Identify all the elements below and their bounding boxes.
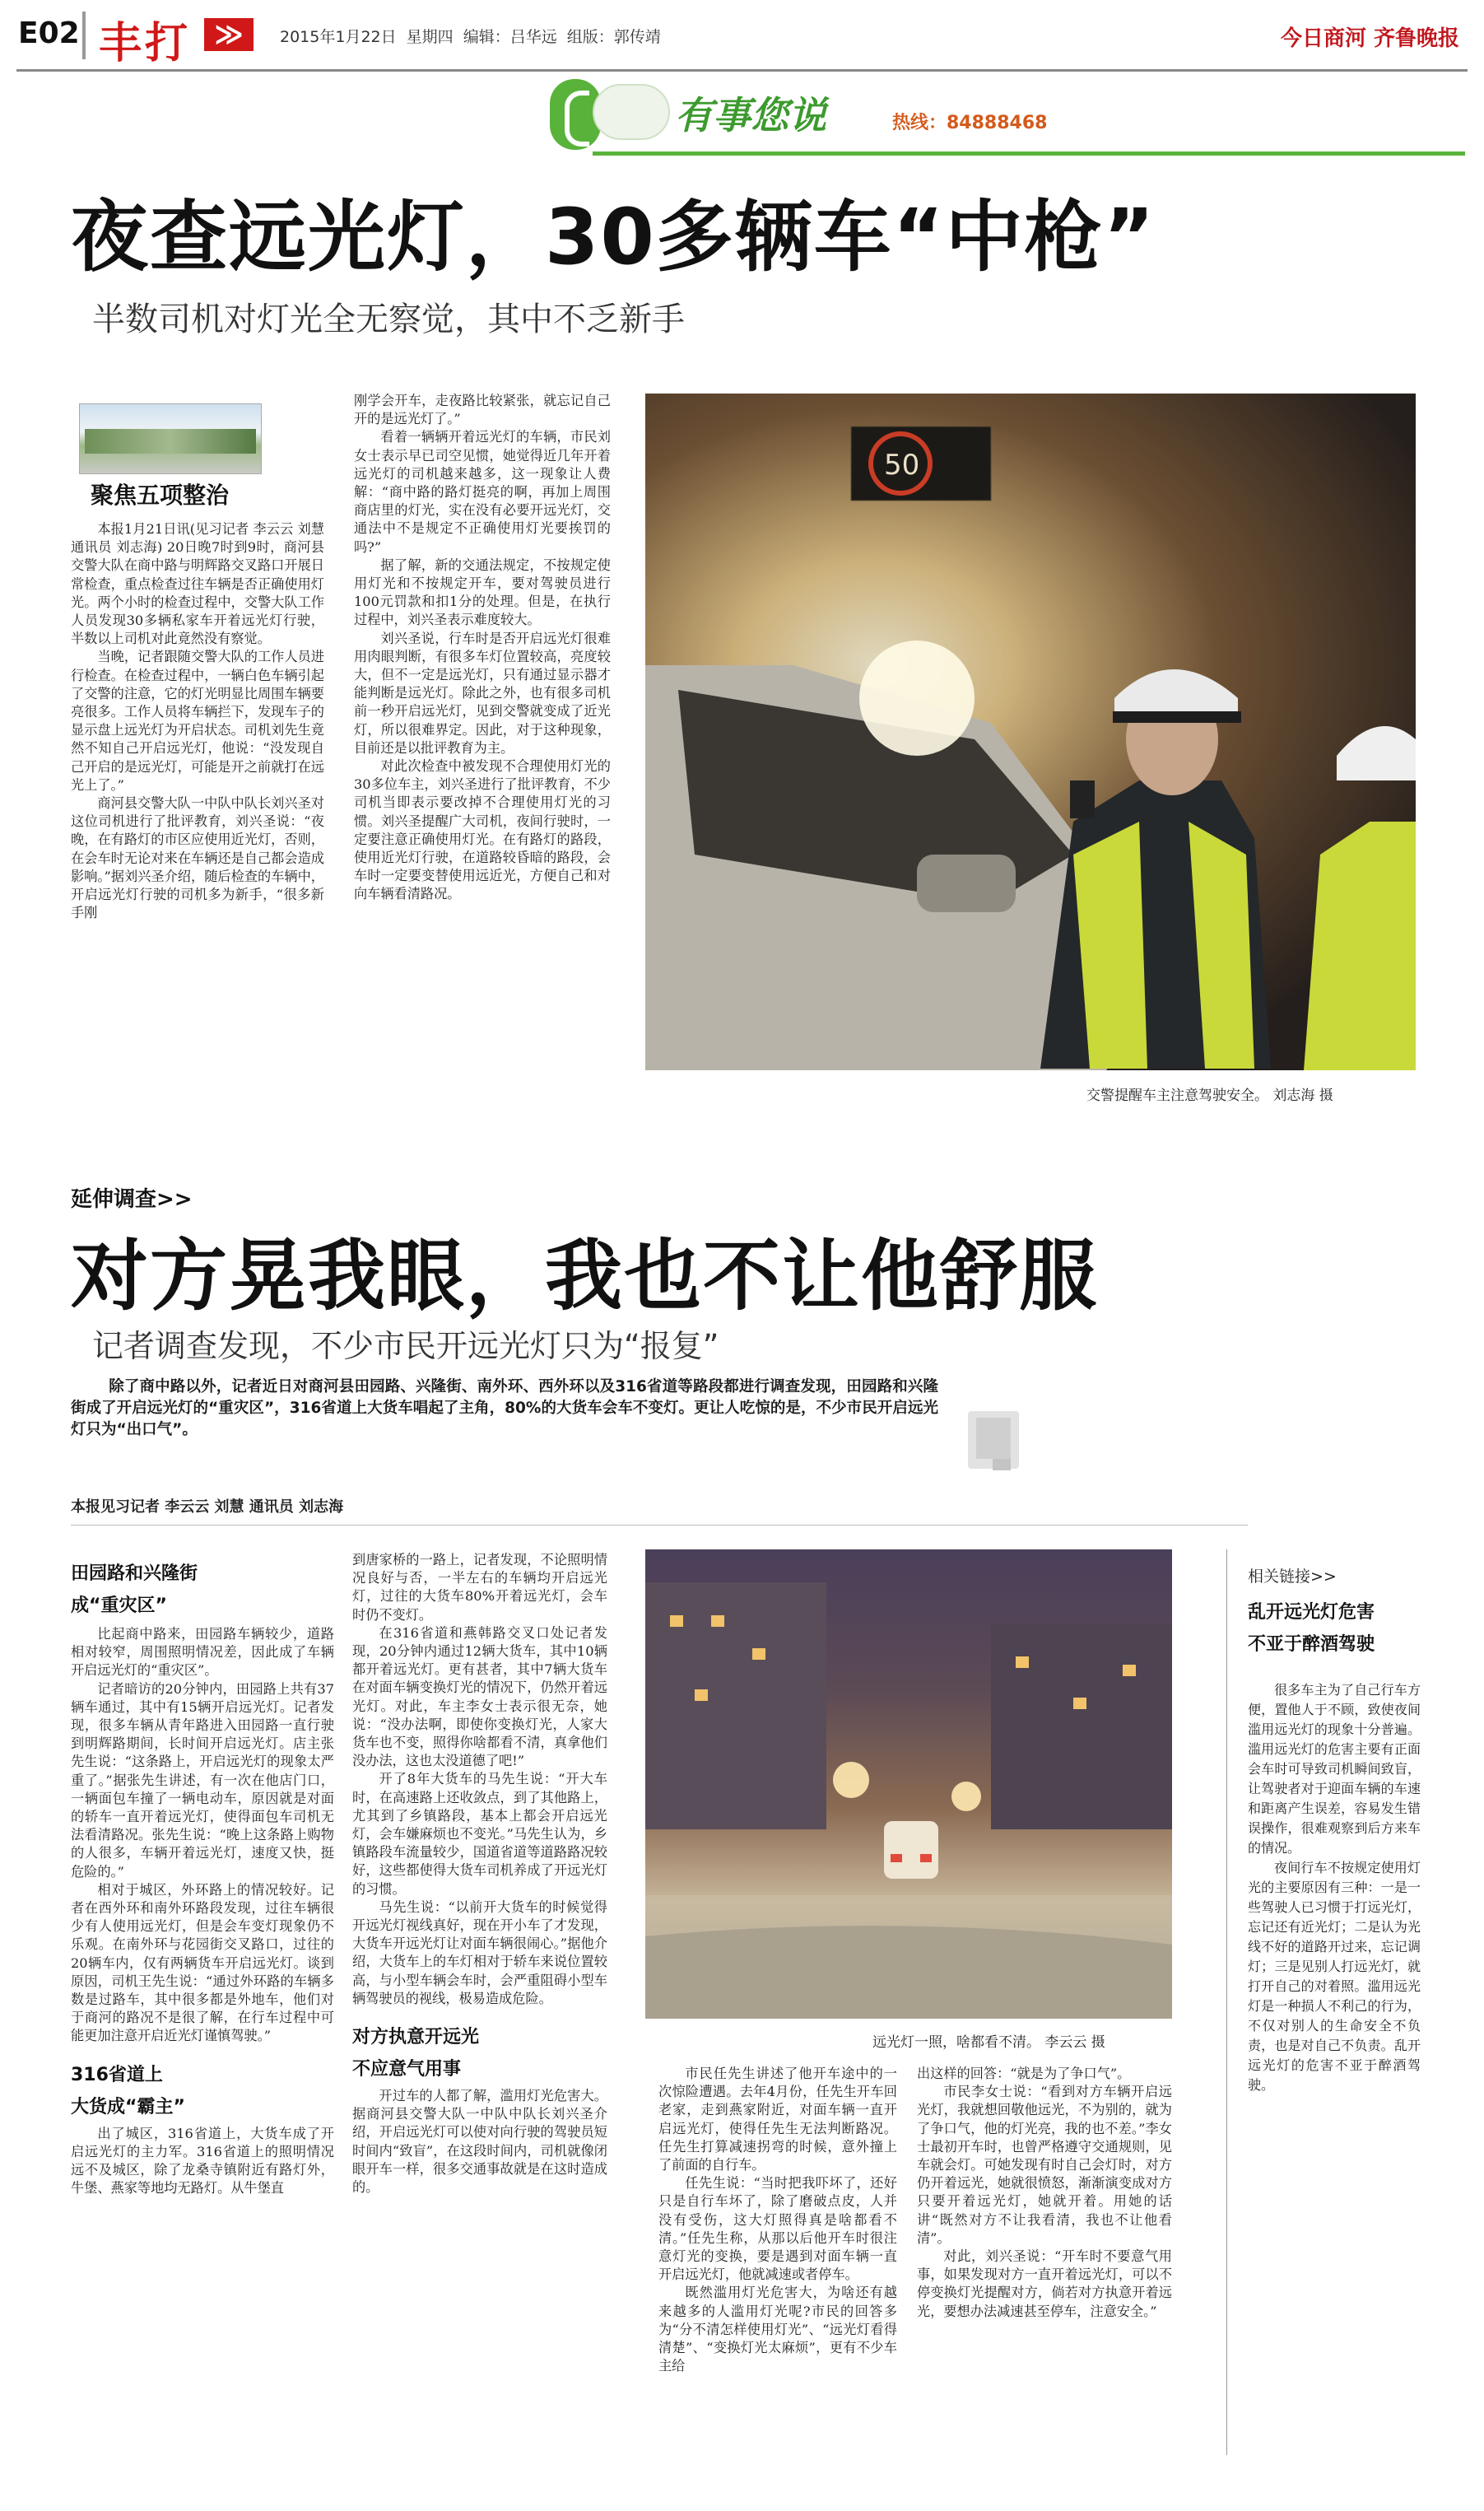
paragraph: 在316省道和燕韩路交叉口处记者发现，20分钟内通过12辆大货车，其中10辆都开着远光灯。更有甚者，其中7辆大货车在对面车辆变换灯光的情况下，仍然开着远光灯。对此，车主李女士表示很无奈，她说：“没办法啊，即使你变换灯光，人家大货车也不变，照得你啥都看不清，真拿他们没办法，这也太没道德了吧!”: [352, 1624, 607, 1769]
paragraph: 相对于城区，外环路上的情况较好。记者在西外环和南外环路段发现，过往车辆很少有人使用远光灯，但是会车变灯现象仍不乐观。在南外环与花园街交叉路口，过往的20辆车内，仅有两辆货车开启远光灯。谈到原因，司机王先生说：“通过外环路的车辆多数是过路车，其中很多都是外地车，他们对于商河的路况不是很了解，在行车过程中可能更加注意开启近光灯谨慎驾驶。”: [71, 1881, 334, 2044]
paragraph: 出这样的回答：“就是为了争口气”。: [917, 2066, 1131, 2081]
story1-col2: [354, 392, 611, 904]
section-name: 丰打: [99, 19, 192, 68]
column-banner: [527, 76, 1465, 158]
paragraph: 市民任先生讲述了他开车途中的一次惊险遭遇。去年4月份，任先生开车回老家，走到燕家附近，对面车辆一直开启远光灯，使得任先生无法判断路况。任先生打算减速拐弯的时候，意外撞上了前面的自行车。: [658, 2066, 897, 2173]
paragraph: 记者暗访的20分钟内，田园路上共有37辆车通过，其中有15辆开启远光灯。记者发现，很多车辆从青年路进入田园路一直行驶到明辉路期间，长时间开启远光灯。店主张先生说：“这条路上，开启远光灯的现象太严重了。”据张先生讲述，有一次在他店门口，一辆面包车撞了一辆电动车，原因就是对面的轿车一直开着远光灯，使得面包车司机无法看清路况。张先生说：“晚上这条路上购物的人很多，车辆开着远光灯，速度又快，挺危险的。”: [71, 1680, 334, 1880]
paragraph: 本报1月21日讯(见习记者 李云云 刘慧 通讯员 刘志海) 20日晚7时到9时，商河县交警大队在商中路与明辉路交叉路口开展日常检查，重点检查过往车辆是否正确使用灯光。两个小时的检查过程中，交警大队工作人员发现30多辆私家车开着远光灯行驶，半数以上司机对此竟然没有察觉。: [71, 521, 324, 647]
page-number: E02: [18, 16, 80, 50]
speed-sign: 50: [884, 449, 920, 482]
paragraph: 开了8年大货车的马先生说：“开大车时，在高速路上还收敛点，到了其他路上，尤其到了乡镇路段，基本上都会开启远光灯，会车嫌麻烦也不变光。”马先生认为，乡镇路段车流量较少，国道省道等道路路况较好，这些都使得大货车司机养成了开远光灯的习惯。: [352, 1771, 607, 1897]
story2-kicker: 延伸调查>>: [71, 1187, 193, 1212]
paragraph: 当晚，记者跟随交警大队的工作人员进行检查。在检查过程中，一辆白色车辆引起了交警的注意，它的灯光明显比周围车辆要亮很多。工作人员将车辆拦下，发现车子的显示盘上远光灯为开启状态。司机刘先生竟然不知自己开启远光灯，他说：“没发现自己开启的是远光灯，可能是开之前就打在远光上了。”: [71, 649, 324, 793]
paragraph: 刚学会开车，走夜路比较紧张，就忘记自己开的是远光灯了。”: [354, 393, 611, 427]
issue-meta: 2015年1月22日 星期四 编辑：吕华远 组版：郭传靖: [280, 28, 661, 46]
paragraph: 对此，刘兴圣说：“开车时不要意气用事，如果发现对方一直开着远光灯，可以不停变换灯光提醒对方，倘若对方执意开着远光，要想办法减速甚至停车，注意安全。”: [917, 2248, 1172, 2319]
paragraph: 比起商中路来，田园路车辆较少，道路相对较窄，周围照明情况差，因此成了车辆开启远光灯的“重灾区”。: [71, 1626, 334, 1679]
paragraph: 很多车主为了自己行车方便，置他人于不顾，致使夜间滥用远光灯的现象十分普遍。滥用远光灯的危害主要有正面会车时可导致司机瞬间致盲，让驾驶者对于迎面车辆的车速和距离产生误差，容易发生错误操作，很难观察到后方来车的情况。: [1248, 1682, 1421, 1856]
paragraph: 看着一辆辆开着远光灯的车辆，市民刘女士表示早已司空见惯，她觉得近几年开着远光灯的司机越来越多，这一现象让人费解：“商中路的路灯挺亮的啊，再加上周围商店里的灯光，实在没有必要开远光灯，交通法中不是规定不正确使用灯光要挨罚的吗?”: [354, 429, 611, 555]
paragraph: 任先生说：“当时把我吓坏了，还好只是自行车坏了，除了磨破点皮，人并没有受伤，这大灯照得真是啥都看不清。”任先生称，从那以后他开车时很注意灯光的变换，要是遇到对面车辆一直开启远光灯，他就减速或者停车。: [658, 2175, 897, 2283]
story2-lead: 除了商中路以外，记者近日对商河县田园路、兴隆街、南外环、西外环以及316省道等路段都进行调查发现，田园路和兴隆街成了开启远光灯的“重灾区”，316省道上大货车唱起了主角，80%的大货车会车不变灯。更让人吃惊的是，不少市民开启远光灯只为“出口气”。: [71, 1378, 938, 1438]
sidebar-title: 不亚于醉酒驾驶: [1248, 1634, 1375, 1655]
story2-byline: 本报见习记者 李云云 刘慧 通讯员 刘志海: [71, 1498, 344, 1516]
divider: [82, 12, 86, 59]
subsection-title: 316省道上: [71, 2064, 163, 2085]
hotline: 热线：84888468: [892, 113, 1048, 133]
paragraph: 到唐家桥的一路上，记者发现，不论照明情况良好与否，一半左右的车辆均开启远光灯，过往的大货车80%开着远光灯，会车时仍不变灯。: [352, 1552, 607, 1623]
subsection-title: 对方执意开远光: [352, 2027, 480, 2048]
story2-caption: 远光灯一照，啥都看不清。 李云云 摄: [872, 2034, 1105, 2051]
focus-label: 聚焦五项整治: [91, 482, 230, 509]
subsection-title: 成“重灾区”: [71, 1596, 167, 1616]
sidebar-rule: [1226, 1549, 1227, 2455]
paragraph: 市民李女士说：“看到对方车辆开启远光灯，我就想回敬他远光，不为别的，就为了争口气，他的灯光亮，我的也不差。”李女士最初开车时，也曾严格遵守交通规则，见车就会灯。可她发现有时自己会灯时，对方仍开着远光，她就很愤怒，渐渐演变成对方只要开着远光灯，她就开着。用她的话讲“既然对方不让我看清，我也不让他看清”。: [917, 2084, 1172, 2246]
story1-subheadline: 半数司机对灯光全无察觉，其中不乏新手: [92, 300, 685, 338]
story2-col3: [658, 2065, 897, 2375]
story2-photo: [645, 1549, 1172, 2019]
subsection-title: 不应意气用事: [352, 2059, 462, 2080]
header-rule: [16, 69, 1468, 72]
paragraph: 夜间行车不按规定使用灯光的主要原因有三种：一是一些驾驶人已习惯于打远光灯，忘记还有近光灯；二是认为光线不好的道路开过来，忘记调灯；三是见别人打远光灯，就打开自己的对着照。滥用远光灯是一种损人不利己的行为，不仅对别人的生命安全不负责，也是对自己不负责。乱开远光灯的危害不亚于醉酒驾驶。: [1248, 1860, 1421, 2093]
divider: [71, 1525, 1248, 1526]
newspaper-brand: 今日商河 齐鲁晚报: [1280, 26, 1459, 51]
story2-headline: 对方晃我眼，我也不让他舒服: [71, 1232, 1099, 1321]
paragraph: 开过车的人都了解，滥用灯光危害大。据商河县交警大队一中队中队长刘兴圣介绍，开启远光灯可以使对向行驶的驾驶员短时间内“致盲”，在这段时间内，司机就像闭眼开车一样，很多交通事故就是在这时造成的。: [352, 2088, 607, 2196]
story1-caption: 交警提醒车主注意驾驶安全。 刘志海 摄: [1086, 1088, 1333, 1104]
story1-headline: 夜查远光灯，30多辆车“中枪”: [71, 193, 1156, 282]
chevron-icon: ≫: [204, 18, 254, 51]
story2-subheadline: 记者调查发现，不少市民开远光灯只为“报复”: [92, 1328, 719, 1364]
paragraph: 刘兴圣说，行车时是否开启远光灯很难用肉眼判断，有很多车灯位置较高，亮度较大，但不一定是远光灯，只有通过显示器才能判断是远光灯。除此之外，也有很多司机前一秒开启远光灯，见到交警就变成了近光灯，所以很难界定。因此，对于这种现象，目前还是以批评教育为主。: [354, 630, 611, 756]
sidebar-kicker: 相关链接>>: [1248, 1568, 1337, 1586]
page-header: [0, 0, 1484, 72]
sidebar: [1248, 1564, 1421, 2095]
column-rule: [593, 151, 1465, 156]
paragraph: 马先生说：“以前开大货车的时候觉得开远光灯视线真好，现在开小车了才发现，大货车开远光灯让对面车辆很闹心。”据他介绍，大货车上的车灯相对于轿车来说位置较高，与小型车辆会车时，会严重阻碍小型车辆驾驶员的视线，极易造成危险。: [352, 1898, 607, 2006]
subsection-title: 田园路和兴隆街: [71, 1563, 198, 1584]
paragraph: 出了城区，316省道上，大货车成了开启远光灯的主力军。316省道上的照明情况远不及城区，除了龙桑寺镇附近有路灯外，牛堡、燕家等地均无路灯。从牛堡直: [71, 2125, 334, 2197]
sidebar-title: 乱开远光灯危害: [1248, 1602, 1375, 1623]
quote-icon: [968, 1411, 1019, 1469]
story1-col1: [71, 520, 324, 922]
subsection-title: 大货成“霸主”: [71, 2096, 185, 2117]
story1-photo: [645, 394, 1416, 1070]
column-title: 有事您说: [675, 93, 826, 137]
paragraph: 据了解，新的交通法规定，不按规定使用灯光和不按规定开车，要对驾驶员进行100元罚款和扣1分的处理。但是，在执行过程中，刘兴圣表示难度较大。: [354, 557, 611, 628]
story2-col1: [71, 1559, 334, 2197]
paragraph: 既然滥用灯光危害大，为啥还有越来越多的人滥用灯光呢?市民的回答多为“分不清怎样使用灯光”、“远光灯看得清楚”、“变换灯光太麻烦”，更有不少车主给: [658, 2285, 897, 2374]
paragraph: 对此次检查中被发现不合理使用灯光的30多位车主，刘兴圣进行了批评教育，不少司机当即表示要改掉不合理使用灯光的习惯。刘兴圣提醒广大司机，夜间行驶时，一定要注意正确使用灯光。在有路灯的路段，使用近光灯行驶，在道路较昏暗的路段，会车时一定要变替使用远近光，方便自己和对向车辆看清路况。: [354, 758, 611, 902]
story2-col2: [352, 1551, 607, 2197]
photo-scene: [645, 1549, 1172, 2019]
focus-thumbnail: [79, 403, 262, 474]
photo-scene: [645, 394, 1416, 1070]
story2-col4: [917, 2065, 1172, 2321]
cartoon-icon: [593, 84, 670, 140]
paragraph: 商河县交警大队一中队中队长刘兴圣对这位司机进行了批评教育，刘兴圣说：“夜晚，在有路灯的市区应使用近光灯，否则，在会车时无论对来在车辆还是自己都会造成影响。”据刘兴圣介绍，随后检查的车辆中，开启远光灯行驶的司机多为新手，“很多新手刚: [71, 795, 324, 921]
